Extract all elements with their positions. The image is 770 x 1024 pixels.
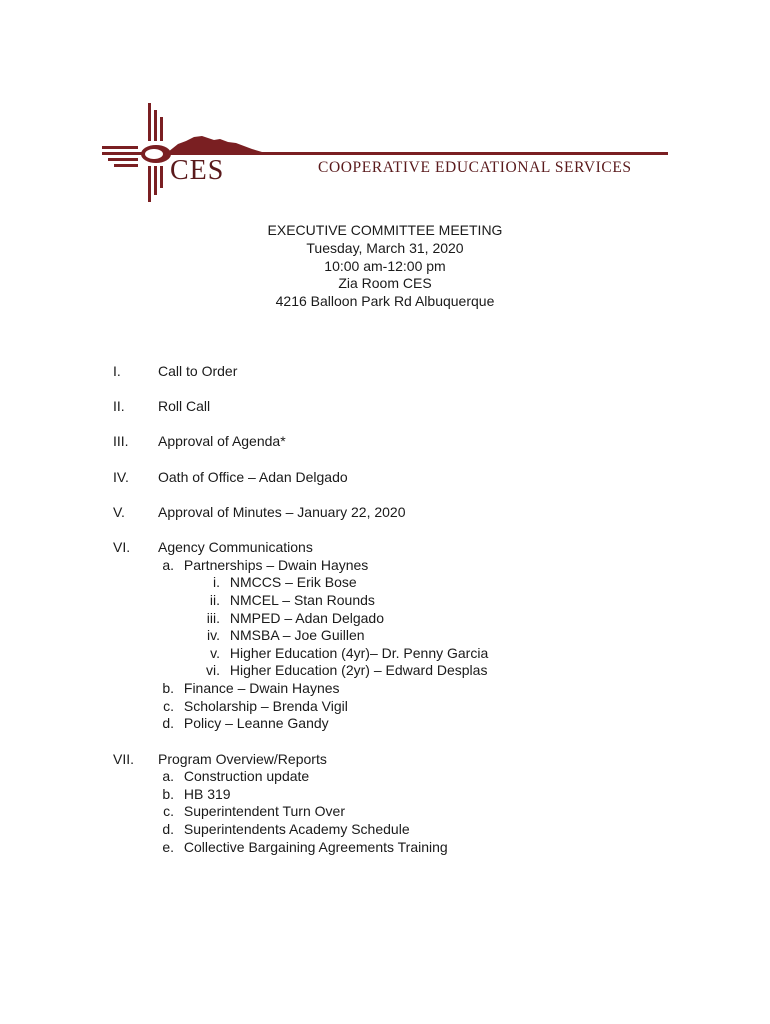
agenda-numeral: VII. [113, 751, 135, 767]
agenda-subitem [158, 768, 309, 786]
agenda-subsubitem [190, 662, 487, 680]
subitem-marker: e. [162, 839, 174, 855]
subitem-marker: i. [213, 574, 220, 590]
letterhead [0, 0, 770, 215]
subitem-text: NMPED – Adan Delgado [229, 610, 384, 626]
subitem-marker: d. [162, 715, 174, 731]
agenda-subsubitem [190, 645, 488, 663]
meeting-date: Tuesday, March 31, 2020 [306, 239, 464, 256]
agenda-subsubitem [190, 574, 357, 592]
agenda-title: Program Overview/Reports [158, 751, 327, 767]
agenda-numeral: VI. [113, 539, 131, 555]
subitem-text: Superintendents Academy Schedule [183, 821, 410, 837]
subitem-text: Construction update [183, 768, 310, 784]
agenda-subitem [158, 821, 410, 839]
subitem-text: Collective Bargaining Agreements Training [183, 839, 448, 855]
subitem-marker: vi. [206, 662, 220, 678]
subitem-marker: b. [162, 786, 174, 802]
agenda-numeral: I. [113, 363, 121, 379]
agenda-title: Approval of Minutes – January 22, 2020 [158, 504, 406, 520]
agenda-subsubitem [190, 610, 384, 628]
agenda-numeral: V. [113, 504, 125, 520]
subitem-marker: v. [210, 645, 220, 661]
subitem-marker: a. [162, 768, 174, 784]
logo-letters: CES [170, 155, 225, 186]
meeting-time: 10:00 am-12:00 pm [324, 257, 446, 274]
subitem-text: NMSBA – Joe Guillen [229, 627, 365, 643]
agenda-subitem [158, 839, 448, 857]
agenda-numeral: IV. [113, 469, 129, 485]
subitem-text: HB 319 [183, 786, 231, 802]
subitem-text: Scholarship – Brenda Vigil [183, 698, 348, 714]
subitem-text: NMCEL – Stan Rounds [229, 592, 375, 608]
subitem-text: Policy – Leanne Gandy [183, 715, 329, 731]
subitem-text: Finance – Dwain Haynes [183, 680, 340, 696]
subitem-marker: b. [162, 680, 174, 696]
subitem-text: Higher Education (2yr) – Edward Desplas [229, 662, 488, 678]
agenda-subitem [158, 715, 329, 733]
subitem-marker: iii. [206, 610, 220, 626]
agenda-title: Oath of Office – Adan Delgado [158, 469, 348, 485]
agenda-subitem [158, 803, 345, 821]
agenda-title: Roll Call [158, 398, 211, 414]
agenda-subitem [158, 698, 348, 716]
agenda-title: Call to Order [158, 363, 238, 379]
subitem-text: NMCCS – Erik Bose [229, 574, 357, 590]
subitem-marker: c. [163, 698, 174, 714]
meeting-room: Zia Room CES [338, 275, 432, 292]
agenda-subitem [158, 680, 340, 698]
subitem-marker: a. [162, 557, 174, 573]
agenda-title: Agency Communications [158, 539, 313, 555]
meeting-address: 4216 Balloon Park Rd Albuquerque [275, 293, 495, 310]
agenda-subsubitem [190, 592, 375, 610]
subitem-marker: d. [162, 821, 174, 837]
meeting-title: EXECUTIVE COMMITTEE MEETING [267, 222, 503, 238]
subitem-marker: ii. [209, 592, 220, 608]
subitem-text: Superintendent Turn Over [183, 803, 345, 819]
agenda-title: Approval of Agenda* [158, 433, 286, 449]
organization-name: COOPERATIVE EDUCATIONAL SERVICES [318, 159, 632, 176]
subitem-text: Higher Education (4yr)– Dr. Penny Garcia [229, 645, 489, 661]
meeting-header [0, 222, 770, 311]
subitem-text: Partnerships – Dwain Haynes [183, 557, 369, 573]
zia-sun-symbol-icon [0, 0, 770, 215]
subitem-marker: c. [163, 803, 174, 819]
agenda-numeral: III. [113, 433, 129, 449]
agenda-subsubitem [190, 627, 365, 645]
agenda-subitem [158, 557, 368, 575]
agenda-numeral: II. [113, 398, 125, 414]
subitem-marker: iv. [207, 627, 220, 643]
agenda-subitem [158, 786, 231, 804]
